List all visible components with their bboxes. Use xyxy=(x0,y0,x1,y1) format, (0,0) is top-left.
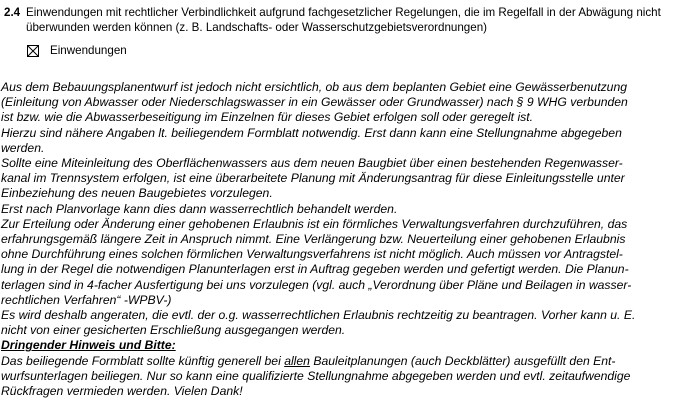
body-line: Es wird deshalb angeraten, die evtl. der o.g. wasserrechtlichen Erlaubnis rechtzeitig zu beantragen. Vorher kann u. E. xyxy=(1,308,636,323)
body-line: Zur Erteilung oder Änderung einer gehobenen Erlaubnis ist ein förmliches Verwaltungsverfahren durchzuführen, das xyxy=(1,216,628,231)
body-line: (Einleitung von Abwasser oder Niederschlagswasser in ein Gewässer oder Grundwasser) nach § 9 WHG verbunden xyxy=(1,95,628,110)
body-line: lung in der Regel die notwendigen Planunterlagen erst in Auftrag gegeben werden und gefertigt werden. Die Planun- xyxy=(1,262,629,277)
underlined-word-allen: allen xyxy=(284,353,310,368)
body-line: terlagen sind in 4-facher Ausfertigung bei uns vorzulegen (vgl. auch „Verordnung über Pläne und Beilagen in wasser- xyxy=(1,277,632,292)
body-line: ohne Durchführung eines solchen förmlichen Verwaltungsverfahrens ist nicht möglich. Auch müssen vor Antragstel- xyxy=(1,247,623,262)
checkbox-label: Einwendungen xyxy=(50,44,127,57)
section-title-line-2: überwunden werden können (z. B. Landschafts- oder Wasserschutzgebietsverordnungen) xyxy=(26,21,488,34)
section-title-line-1: Einwendungen mit rechtlicher Verbindlichkeit aufgrund fachgesetzlicher Regelungen, die im Regelfall in der Abwägung nicht xyxy=(26,6,661,19)
body-line: werden. xyxy=(1,140,45,155)
section-heading xyxy=(4,5,692,35)
closing-line-1-end: Bauleitplanungen (auch Deckblätter) ausgefüllt den Ent- xyxy=(309,353,616,368)
body-line: Sollte eine Miteinleitung des Oberflächenwassers aus dem neuen Baugbiet über einen bestehenden Regenwasser- xyxy=(1,156,623,171)
body-line: kanal im Trennsystem erfolgen, ist eine überarbeitete Planung mit Änderungsantrag für diese Einleitungsstelle unter xyxy=(1,171,625,186)
einwendungen-checkbox-row[interactable] xyxy=(27,44,127,57)
body-line: Hierzu sind nähere Angaben lt. beiliegendem Formblatt notwendig. Erst dann kann eine Stellungnahme abgegeben xyxy=(1,125,622,140)
body-line: Aus dem Bebauungsplanentwurf ist jedoch nicht ersichtlich, ob aus dem beplanten Gebiet eine Gewässerbenutzung xyxy=(1,80,628,94)
body-line: ist bzw. wie die Abwasserbeseitigung im Einzelnen für dieses Gebiet erfolgen soll oder geregelt ist. xyxy=(1,110,534,125)
closing-line-3: Rückfragen vermieden werden. Vielen Dank! xyxy=(1,384,243,399)
body-line: Einbeziehung des neuen Baugebietes vorzulegen. xyxy=(1,186,273,201)
body-line: erfahrungsgemäß längere Zeit in Anspruch nimmt. Eine Verlängerung bzw. Neuerteilung einer gehobenen Erlaubnis xyxy=(1,232,626,247)
statement-body xyxy=(1,80,693,399)
body-line: Erst nach Planvorlage kann dies dann wasserrechtlich behandelt werden. xyxy=(1,201,398,216)
urgent-notice-heading: Dringender Hinweis und Bitte: xyxy=(1,338,176,353)
body-line: rechtlichen Verfahren“ -WPBV-) xyxy=(1,292,172,307)
body-line: nicht von einer gesicherten Erschließung ausgegangen werden. xyxy=(1,323,346,338)
closing-line-1-start: Das beiliegende Formblatt sollte künftig generell bei xyxy=(1,353,285,368)
checked-checkbox-icon[interactable] xyxy=(27,45,39,57)
section-title xyxy=(26,5,692,35)
closing-line-2: wurfsunterlagen beiliegen. Nur so kann eine qualifizierte Stellungnahme abgegeben werden und evtl. zeitaufwendige xyxy=(1,368,631,383)
closing-line-1 xyxy=(1,354,693,369)
section-number: 2.4 xyxy=(4,6,21,19)
